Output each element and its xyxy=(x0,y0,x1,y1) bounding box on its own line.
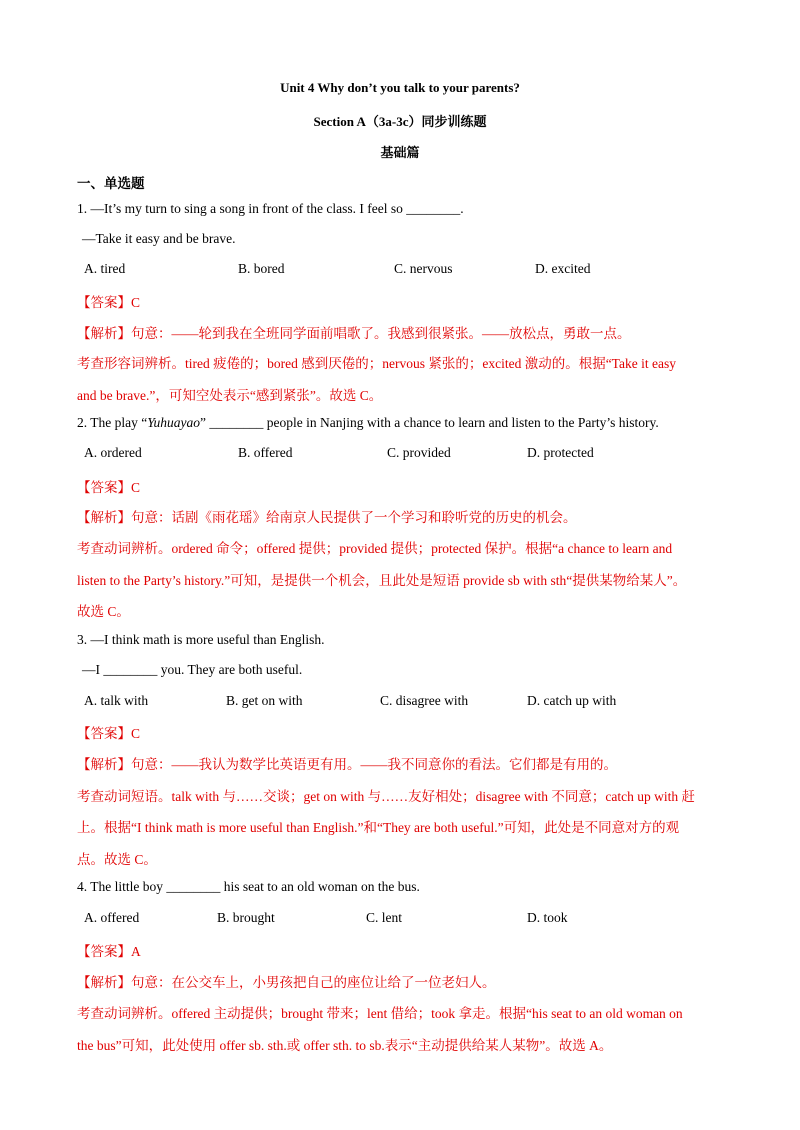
question-2-option-c: C. provided xyxy=(387,445,451,460)
question-2-option-d: D. protected xyxy=(527,445,594,460)
question-4-stem: 4. The little boy ________ his seat to an old woman on the bus. xyxy=(77,879,420,894)
question-2-analysis-line: 故选 C。 xyxy=(77,604,130,619)
question-1-stem: 1. —It’s my turn to sing a song in front of the class. I feel so ________. xyxy=(77,201,464,216)
question-1-answer: 【答案】C xyxy=(77,295,141,310)
question-2-option-b: B. offered xyxy=(238,445,293,460)
question-4-option-c: C. lent xyxy=(366,910,402,925)
question-4-option-a: A. offered xyxy=(84,910,140,925)
question-3-analysis-line: 考查动词短语。talk with 与……交谈；get on with 与……友好相处；disagree with 不同意；catch up with 赶 xyxy=(77,789,695,804)
question-3-option-d: D. catch up with xyxy=(527,693,617,708)
question-1-option-b: B. bored xyxy=(238,261,285,276)
question-3-option-b: B. get on with xyxy=(226,693,303,708)
question-2-option-a: A. ordered xyxy=(84,445,142,460)
part-heading: 一、单选题 xyxy=(77,176,145,191)
question-1-reply: —Take it easy and be brave. xyxy=(82,231,236,246)
question-4-analysis-line: 考查动词辨析。offered 主动提供；brought 带来；lent 借给；took 拿走。根据“his seat to an old woman on xyxy=(77,1006,683,1021)
question-3-answer: 【答案】C xyxy=(77,726,141,741)
question-1-analysis-line: 【解析】句意：——轮到我在全班同学面前唱歌了。我感到很紧张。——放松点，勇敢一点。 xyxy=(77,326,631,341)
question-2-stem: 2. The play “Yuhuayao” ________ people in Nanjing with a chance to learn and listen to the Party’s history. xyxy=(77,415,659,430)
question-2-analysis-line: 考查动词辨析。ordered 命令；offered 提供；provided 提供；protected 保护。根据“a chance to learn and xyxy=(77,541,673,556)
level-title: 基础篇 xyxy=(380,145,420,160)
question-3-analysis-line: 上。根据“I think math is more useful than English.”和“They are both useful.”可知，此处是不同意对方的观 xyxy=(77,820,680,835)
question-3-stem: 3. —I think math is more useful than English. xyxy=(77,632,325,647)
question-4-answer: 【答案】A xyxy=(77,944,141,959)
question-4-option-d: D. took xyxy=(527,910,568,925)
section-title: Section A（3a-3c）同步训练题 xyxy=(313,114,487,129)
question-3-option-c: C. disagree with xyxy=(380,693,469,708)
question-1-option-a: A. tired xyxy=(84,261,126,276)
question-1-analysis-line: 考查形容词辨析。tired 疲倦的；bored 感到厌倦的；nervous 紧张的；excited 激动的。根据“Take it easy xyxy=(77,356,676,371)
question-4-analysis-line: the bus”可知，此处使用 offer sb. sth.或 offer sth. to sb.表示“主动提供给某人某物”。故选 A。 xyxy=(77,1038,613,1053)
question-3-option-a: A. talk with xyxy=(84,693,149,708)
question-4-option-b: B. brought xyxy=(217,910,275,925)
question-1-option-c: C. nervous xyxy=(394,261,453,276)
question-3-analysis-line: 点。故选 C。 xyxy=(77,852,157,867)
question-4-analysis-line: 【解析】句意：在公交车上，小男孩把自己的座位让给了一位老妇人。 xyxy=(77,975,496,990)
question-3-analysis-line: 【解析】句意：——我认为数学比英语更有用。——我不同意你的看法。它们都是有用的。 xyxy=(77,757,617,772)
unit-title: Unit 4 Why don’t you talk to your parents? xyxy=(280,80,520,95)
question-2-analysis-line: listen to the Party’s history.”可知，是提供一个机会，且此处是短语 provide sb with sth“提供某物给某人”。 xyxy=(77,573,687,588)
question-3-reply: —I ________ you. They are both useful. xyxy=(82,662,303,677)
question-1-option-d: D. excited xyxy=(535,261,591,276)
question-2-analysis-line: 【解析】句意：话剧《雨花瑶》给南京人民提供了一个学习和聆听党的历史的机会。 xyxy=(77,510,577,525)
question-2-answer: 【答案】C xyxy=(77,480,141,495)
question-1-analysis-line: and be brave.”，可知空处表示“感到紧张”。故选 C。 xyxy=(77,388,383,403)
